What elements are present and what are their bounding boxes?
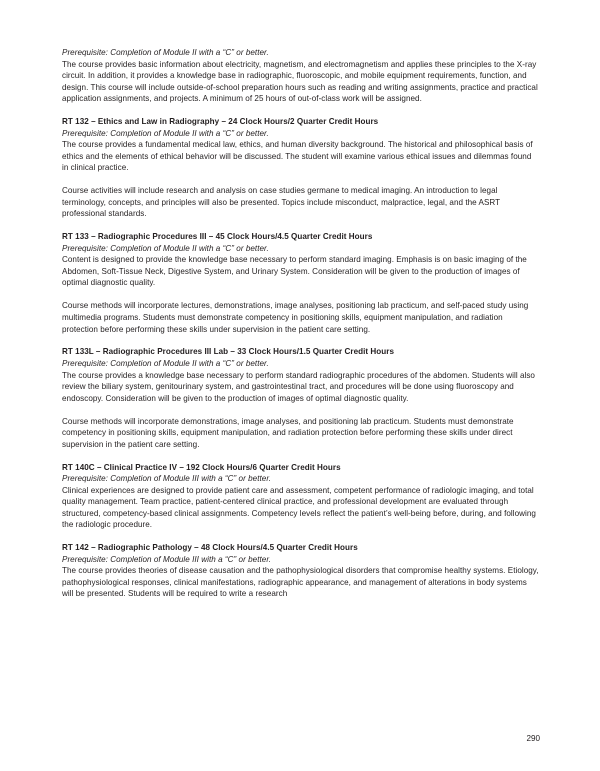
course-paragraph: Course activities will include research and analysis on case studies germane to medical imaging. An introduction to legal terminology, concepts, and principles will also be presented. Topics include misconduct, malpractice, legal, and the ASRT professional standards. xyxy=(62,186,500,219)
course-block-rt142 xyxy=(62,542,540,600)
spacer xyxy=(62,450,540,461)
course-title: RT 132 – Ethics and Law in Radiography – 24 Clock Hours/2 Quarter Credit Hours xyxy=(62,117,379,127)
course-paragraph: The course provides theories of disease causation and the pathophysiological disorders that compromise healthy systems. Etiology, pathophysiological responses, clinical manifestations, radiographic appearance, and management of alterations in body systems will be presented. Students will be required to write a research xyxy=(62,566,539,599)
course-block-rt133l xyxy=(62,346,540,450)
intro-block xyxy=(62,47,540,105)
course-prerequisite: Prerequisite: Completion of Module III with a “C” or better. xyxy=(62,554,272,564)
spacer xyxy=(62,404,540,415)
spacer xyxy=(62,220,540,231)
course-block-rt133 xyxy=(62,231,540,335)
document-body xyxy=(62,47,540,600)
course-prerequisite: Prerequisite: Completion of Module II with a “C” or better. xyxy=(62,128,269,138)
course-paragraph: Course methods will incorporate lectures, demonstrations, image analyses, positioning lab practicum, and self-paced study using multimedia programs. Students must demonstrate competency in positioning skills, equipment manipulation, and radiation protection before performing these skills under supervision in the patient care setting. xyxy=(62,301,529,334)
spacer xyxy=(62,335,540,346)
course-block-rt132 xyxy=(62,116,540,220)
course-prerequisite: Prerequisite: Completion of Module II with a “C” or better. xyxy=(62,358,269,368)
course-prerequisite: Prerequisite: Completion of Module II with a “C” or better. xyxy=(62,243,269,253)
course-title: RT 142 – Radiographic Pathology – 48 Clock Hours/4.5 Quarter Credit Hours xyxy=(62,543,358,553)
spacer xyxy=(62,105,540,116)
course-block-rt140c xyxy=(62,462,540,531)
spacer xyxy=(62,289,540,300)
course-title: RT 133 – Radiographic Procedures III – 45 Clock Hours/4.5 Quarter Credit Hours xyxy=(62,232,373,242)
spacer xyxy=(62,174,540,185)
intro-paragraph: The course provides basic information about electricity, magnetism, and electromagnetism and applies these principles to the X-ray circuit. In addition, it provides a knowledge base in radiographic, fluoroscopic, and mobile equipment requirements, function, and design. This course will include outside-of-school preparation hours such as reading and writing assignments, practice and practical application assignments, and projects. A minimum of 25 hours of out-of-class work will be assigned. xyxy=(62,59,538,104)
course-paragraph: Course methods will incorporate demonstrations, image analyses, and positioning lab practicum. Students must demonstrate competency in positioning skills, equipment manipulation, and radiation protection before performing these skills under direct supervision in the patient care setting. xyxy=(62,416,514,449)
course-paragraph: The course provides a fundamental medical law, ethics, and human diversity background. The historical and philosophical basis of ethics and the elements of ethical behavior will be discussed. The student will examine various ethical issues and dilemmas found in clinical practice. xyxy=(62,140,533,173)
course-paragraph: Clinical experiences are designed to provide patient care and assessment, competent performance of radiologic imaging, and total quality management. Team practice, patient-centered clinical practice, and professional development are evaluated through structured, competency-based clinical assignments. Competency levels reflect the patient’s well-being before, during, and following the radiologic procedure. xyxy=(62,485,536,530)
course-title: RT 140C – Clinical Practice IV – 192 Clock Hours/6 Quarter Credit Hours xyxy=(62,462,341,472)
course-prerequisite: Prerequisite: Completion of Module III with a “C” or better. xyxy=(62,474,272,484)
page-number: 290 xyxy=(526,734,540,744)
intro-prerequisite: Prerequisite: Completion of Module II with a “C” or better. xyxy=(62,48,269,57)
course-title: RT 133L – Radiographic Procedures III Lab – 33 Clock Hours/1.5 Quarter Credit Hours xyxy=(62,347,395,357)
spacer xyxy=(62,531,540,542)
course-paragraph: The course provides a knowledge base necessary to perform standard radiographic procedures of the abdomen. Students will also review the biliary system, genitourinary system, and gastrointestinal tract, and procedures will be done using fluoroscopy and endoscopy. Consideration will be given to the production of images of optimal diagnostic quality. xyxy=(62,370,535,403)
course-paragraph: Content is designed to provide the knowledge base necessary to perform standard imaging. Emphasis is on basic imaging of the Abdomen, Soft-Tissue Neck, Digestive System, and Urinary System. Consideration will be given to the production of images of optimal diagnostic quality. xyxy=(62,255,527,288)
